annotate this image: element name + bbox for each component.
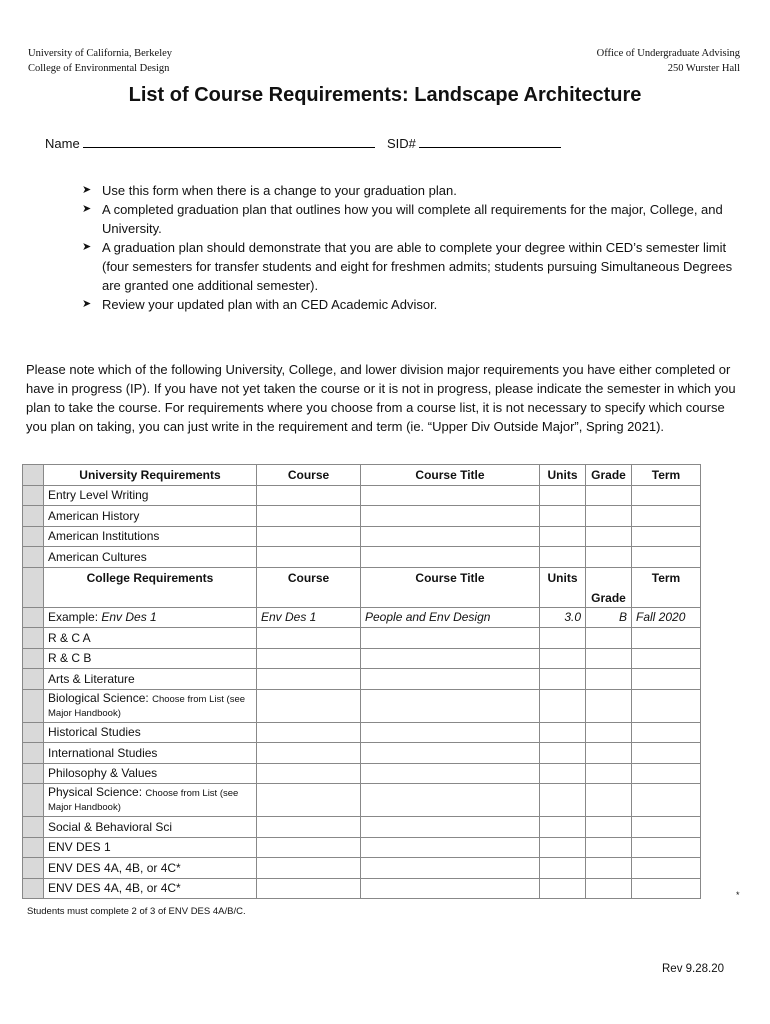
course-title-cell[interactable]	[361, 722, 540, 743]
course-cell[interactable]	[257, 763, 361, 784]
arrow-bullet-icon: ➤	[82, 241, 92, 253]
requirement-label: Biological Science: Choose from List (see Major Handbook)	[44, 689, 257, 722]
table-row	[23, 506, 701, 527]
term-cell[interactable]	[632, 506, 701, 527]
row-checkbox[interactable]	[23, 547, 44, 568]
col-term: Term	[632, 465, 701, 486]
course-cell[interactable]	[257, 878, 361, 899]
term-cell[interactable]	[632, 784, 701, 817]
example-title: People and Env Design	[361, 607, 540, 628]
example-grade: B	[586, 607, 632, 628]
course-title-cell[interactable]	[361, 784, 540, 817]
grade-cell[interactable]	[586, 648, 632, 669]
grade-cell[interactable]	[586, 628, 632, 649]
table-row	[23, 784, 701, 817]
row-checkbox[interactable]	[23, 858, 44, 879]
requirement-label: Philosophy & Values	[44, 763, 257, 784]
table-row	[23, 817, 701, 838]
table-row	[23, 743, 701, 764]
course-cell[interactable]	[257, 669, 361, 690]
table-row	[23, 628, 701, 649]
grade-cell[interactable]	[586, 763, 632, 784]
grade-cell[interactable]	[586, 837, 632, 858]
table-row	[23, 689, 701, 722]
course-title-cell[interactable]	[361, 837, 540, 858]
units-cell[interactable]	[540, 648, 586, 669]
requirements-table	[22, 464, 701, 899]
col-course: Course	[257, 567, 361, 607]
requirement-label: International Studies	[44, 743, 257, 764]
list-item: ➤ Use this form when there is a change to your graduation plan.	[82, 183, 457, 198]
row-checkbox[interactable]	[23, 628, 44, 649]
requirement-label: American History	[44, 506, 257, 527]
course-title-cell[interactable]	[361, 669, 540, 690]
requirement-label: Entry Level Writing	[44, 485, 257, 506]
requirement-label: ENV DES 1	[44, 837, 257, 858]
requirement-label: American Institutions	[44, 526, 257, 547]
arrow-bullet-icon: ➤	[82, 298, 92, 310]
college-header-row	[23, 567, 701, 607]
course-cell[interactable]	[257, 817, 361, 838]
course-cell[interactable]	[257, 743, 361, 764]
course-cell[interactable]	[257, 628, 361, 649]
term-cell[interactable]	[632, 526, 701, 547]
requirement-label: R & C A	[44, 628, 257, 649]
grade-cell[interactable]	[586, 526, 632, 547]
example-course: Env Des 1	[257, 607, 361, 628]
course-cell[interactable]	[257, 722, 361, 743]
row-checkbox[interactable]	[23, 689, 44, 722]
table-row	[23, 669, 701, 690]
arrow-bullet-icon: ➤	[82, 203, 92, 215]
grade-cell[interactable]	[586, 878, 632, 899]
course-cell[interactable]	[257, 526, 361, 547]
row-checkbox[interactable]	[23, 837, 44, 858]
term-cell[interactable]	[632, 878, 701, 899]
row-checkbox[interactable]	[23, 878, 44, 899]
course-title-cell[interactable]	[361, 628, 540, 649]
revision-label: Rev 9.28.20	[662, 963, 725, 975]
term-cell[interactable]	[632, 669, 701, 690]
col-units: Units	[540, 465, 586, 486]
requirement-label: American Cultures	[44, 547, 257, 568]
grade-cell[interactable]	[586, 817, 632, 838]
requirement-label: R & C B	[44, 648, 257, 669]
course-title-cell[interactable]	[361, 858, 540, 879]
table-row	[23, 648, 701, 669]
grade-cell[interactable]	[586, 858, 632, 879]
table-row	[23, 485, 701, 506]
term-cell[interactable]	[632, 628, 701, 649]
col-units: Units	[540, 567, 586, 607]
term-cell[interactable]	[632, 648, 701, 669]
course-title-cell[interactable]	[361, 526, 540, 547]
row-checkbox[interactable]	[23, 648, 44, 669]
units-cell[interactable]	[540, 689, 586, 722]
table-row	[23, 858, 701, 879]
term-cell[interactable]	[632, 763, 701, 784]
term-cell[interactable]	[632, 722, 701, 743]
units-cell[interactable]	[540, 669, 586, 690]
units-cell[interactable]	[540, 722, 586, 743]
list-item: ➤ A graduation plan should demonstrate that you are able to complete your degree within CED’s semester limit (four semesters for transfer students and eight for freshmen admits; students pursuing Simultaneous Degrees are granted one additional semester).	[82, 240, 733, 293]
units-cell[interactable]	[540, 506, 586, 527]
row-checkbox[interactable]	[23, 669, 44, 690]
grade-cell[interactable]	[586, 722, 632, 743]
course-title-cell[interactable]	[361, 763, 540, 784]
instruction-list	[82, 181, 742, 314]
course-title-cell[interactable]	[361, 878, 540, 899]
instructions-note: Please note which of the following University, College, and lower division major requirements you have either completed or have in progress (IP). If you have not yet taken the course or it is not in progress, please indicate the semester in which you plan to take the course. For requirements where you choose from a course list, it is not necessary to specify which course you plan on taking, you can just write in the requirement and term (ie. “Upper Div Outside Major”, Spring 2021).	[26, 362, 736, 434]
grade-cell[interactable]	[586, 689, 632, 722]
footnote-asterisk: *	[736, 890, 740, 900]
course-cell[interactable]	[257, 784, 361, 817]
term-cell[interactable]	[632, 817, 701, 838]
name-field[interactable]	[83, 135, 375, 148]
sid-label: SID#	[386, 136, 416, 151]
header-left	[28, 46, 172, 76]
col-course-title: Course Title	[361, 567, 540, 607]
row-checkbox[interactable]	[23, 784, 44, 817]
course-title-cell[interactable]	[361, 817, 540, 838]
sid-field[interactable]	[419, 135, 561, 148]
list-item: ➤ Review your updated plan with an CED Academic Advisor.	[82, 297, 438, 312]
footnote: Students must complete 2 of 3 of ENV DES 4A/B/C.	[27, 906, 246, 917]
row-checkbox[interactable]	[23, 743, 44, 764]
units-cell[interactable]	[540, 743, 586, 764]
table-row	[23, 878, 701, 899]
requirement-label: ENV DES 4A, 4B, or 4C*	[44, 858, 257, 879]
course-cell[interactable]	[257, 648, 361, 669]
units-cell[interactable]	[540, 878, 586, 899]
units-cell[interactable]	[540, 628, 586, 649]
requirement-label: Historical Studies	[44, 722, 257, 743]
grade-cell[interactable]	[586, 743, 632, 764]
course-title-cell[interactable]	[361, 485, 540, 506]
requirement-label: Arts & Literature	[44, 669, 257, 690]
table-row	[23, 526, 701, 547]
requirement-label: Social & Behavioral Sci	[44, 817, 257, 838]
units-cell[interactable]	[540, 547, 586, 568]
table-row	[23, 547, 701, 568]
college-name: College of Environmental Design	[28, 63, 170, 74]
row-checkbox[interactable]	[23, 763, 44, 784]
row-checkbox[interactable]	[23, 722, 44, 743]
units-cell[interactable]	[540, 837, 586, 858]
term-cell[interactable]	[632, 858, 701, 879]
list-item: ➤ A completed graduation plan that outlines how you will complete all requirements for the major, College, and University.	[82, 202, 723, 236]
course-cell[interactable]	[257, 858, 361, 879]
units-cell[interactable]	[540, 858, 586, 879]
header-right	[597, 46, 740, 76]
units-cell[interactable]	[540, 763, 586, 784]
example-units: 3.0	[540, 607, 586, 628]
grade-cell[interactable]	[586, 669, 632, 690]
university-header-row	[23, 465, 701, 486]
course-title-cell[interactable]	[361, 648, 540, 669]
course-cell[interactable]	[257, 547, 361, 568]
page-title: List of Course Requirements: Landscape Architecture	[128, 84, 642, 106]
course-title-cell[interactable]	[361, 743, 540, 764]
grade-cell[interactable]	[586, 485, 632, 506]
course-title-cell[interactable]	[361, 547, 540, 568]
term-cell[interactable]	[632, 837, 701, 858]
units-cell[interactable]	[540, 485, 586, 506]
requirement-label: ENV DES 4A, 4B, or 4C*	[44, 878, 257, 899]
table-row	[23, 722, 701, 743]
col-course: Course	[257, 465, 361, 486]
col-grade: Grade	[586, 567, 632, 607]
units-cell[interactable]	[540, 817, 586, 838]
course-cell[interactable]	[257, 837, 361, 858]
course-title-cell[interactable]	[361, 689, 540, 722]
example-row	[23, 607, 701, 628]
term-cell[interactable]	[632, 547, 701, 568]
row-checkbox[interactable]	[23, 817, 44, 838]
row-checkbox[interactable]	[23, 506, 44, 527]
office-name: Office of Undergraduate Advising	[596, 48, 740, 59]
name-sid-line	[45, 135, 561, 151]
requirement-label: Physical Science: Choose from List (see Major Handbook)	[44, 784, 257, 817]
example-label: Example: Env Des 1	[44, 607, 257, 628]
units-cell[interactable]	[540, 526, 586, 547]
arrow-bullet-icon: ➤	[82, 184, 92, 196]
course-cell[interactable]	[257, 485, 361, 506]
grade-cell[interactable]	[586, 784, 632, 817]
col-course-title: Course Title	[361, 465, 540, 486]
table-row	[23, 837, 701, 858]
name-label: Name	[45, 136, 80, 151]
course-cell[interactable]	[257, 689, 361, 722]
office-address: 250 Wurster Hall	[667, 63, 740, 74]
university-name: University of California, Berkeley	[28, 48, 173, 59]
row-checkbox[interactable]	[23, 485, 44, 506]
grade-cell[interactable]	[586, 547, 632, 568]
row-checkbox[interactable]	[23, 526, 44, 547]
grade-cell[interactable]	[586, 506, 632, 527]
table-row	[23, 763, 701, 784]
term-cell[interactable]	[632, 485, 701, 506]
col-grade: Grade	[586, 465, 632, 486]
term-cell[interactable]	[632, 743, 701, 764]
units-cell[interactable]	[540, 784, 586, 817]
course-cell[interactable]	[257, 506, 361, 527]
col-term: Term	[632, 567, 701, 607]
col-university-requirements: University Requirements	[44, 465, 257, 486]
col-college-requirements: College Requirements	[44, 567, 257, 607]
example-term: Fall 2020	[632, 607, 701, 628]
course-title-cell[interactable]	[361, 506, 540, 527]
term-cell[interactable]	[632, 689, 701, 722]
